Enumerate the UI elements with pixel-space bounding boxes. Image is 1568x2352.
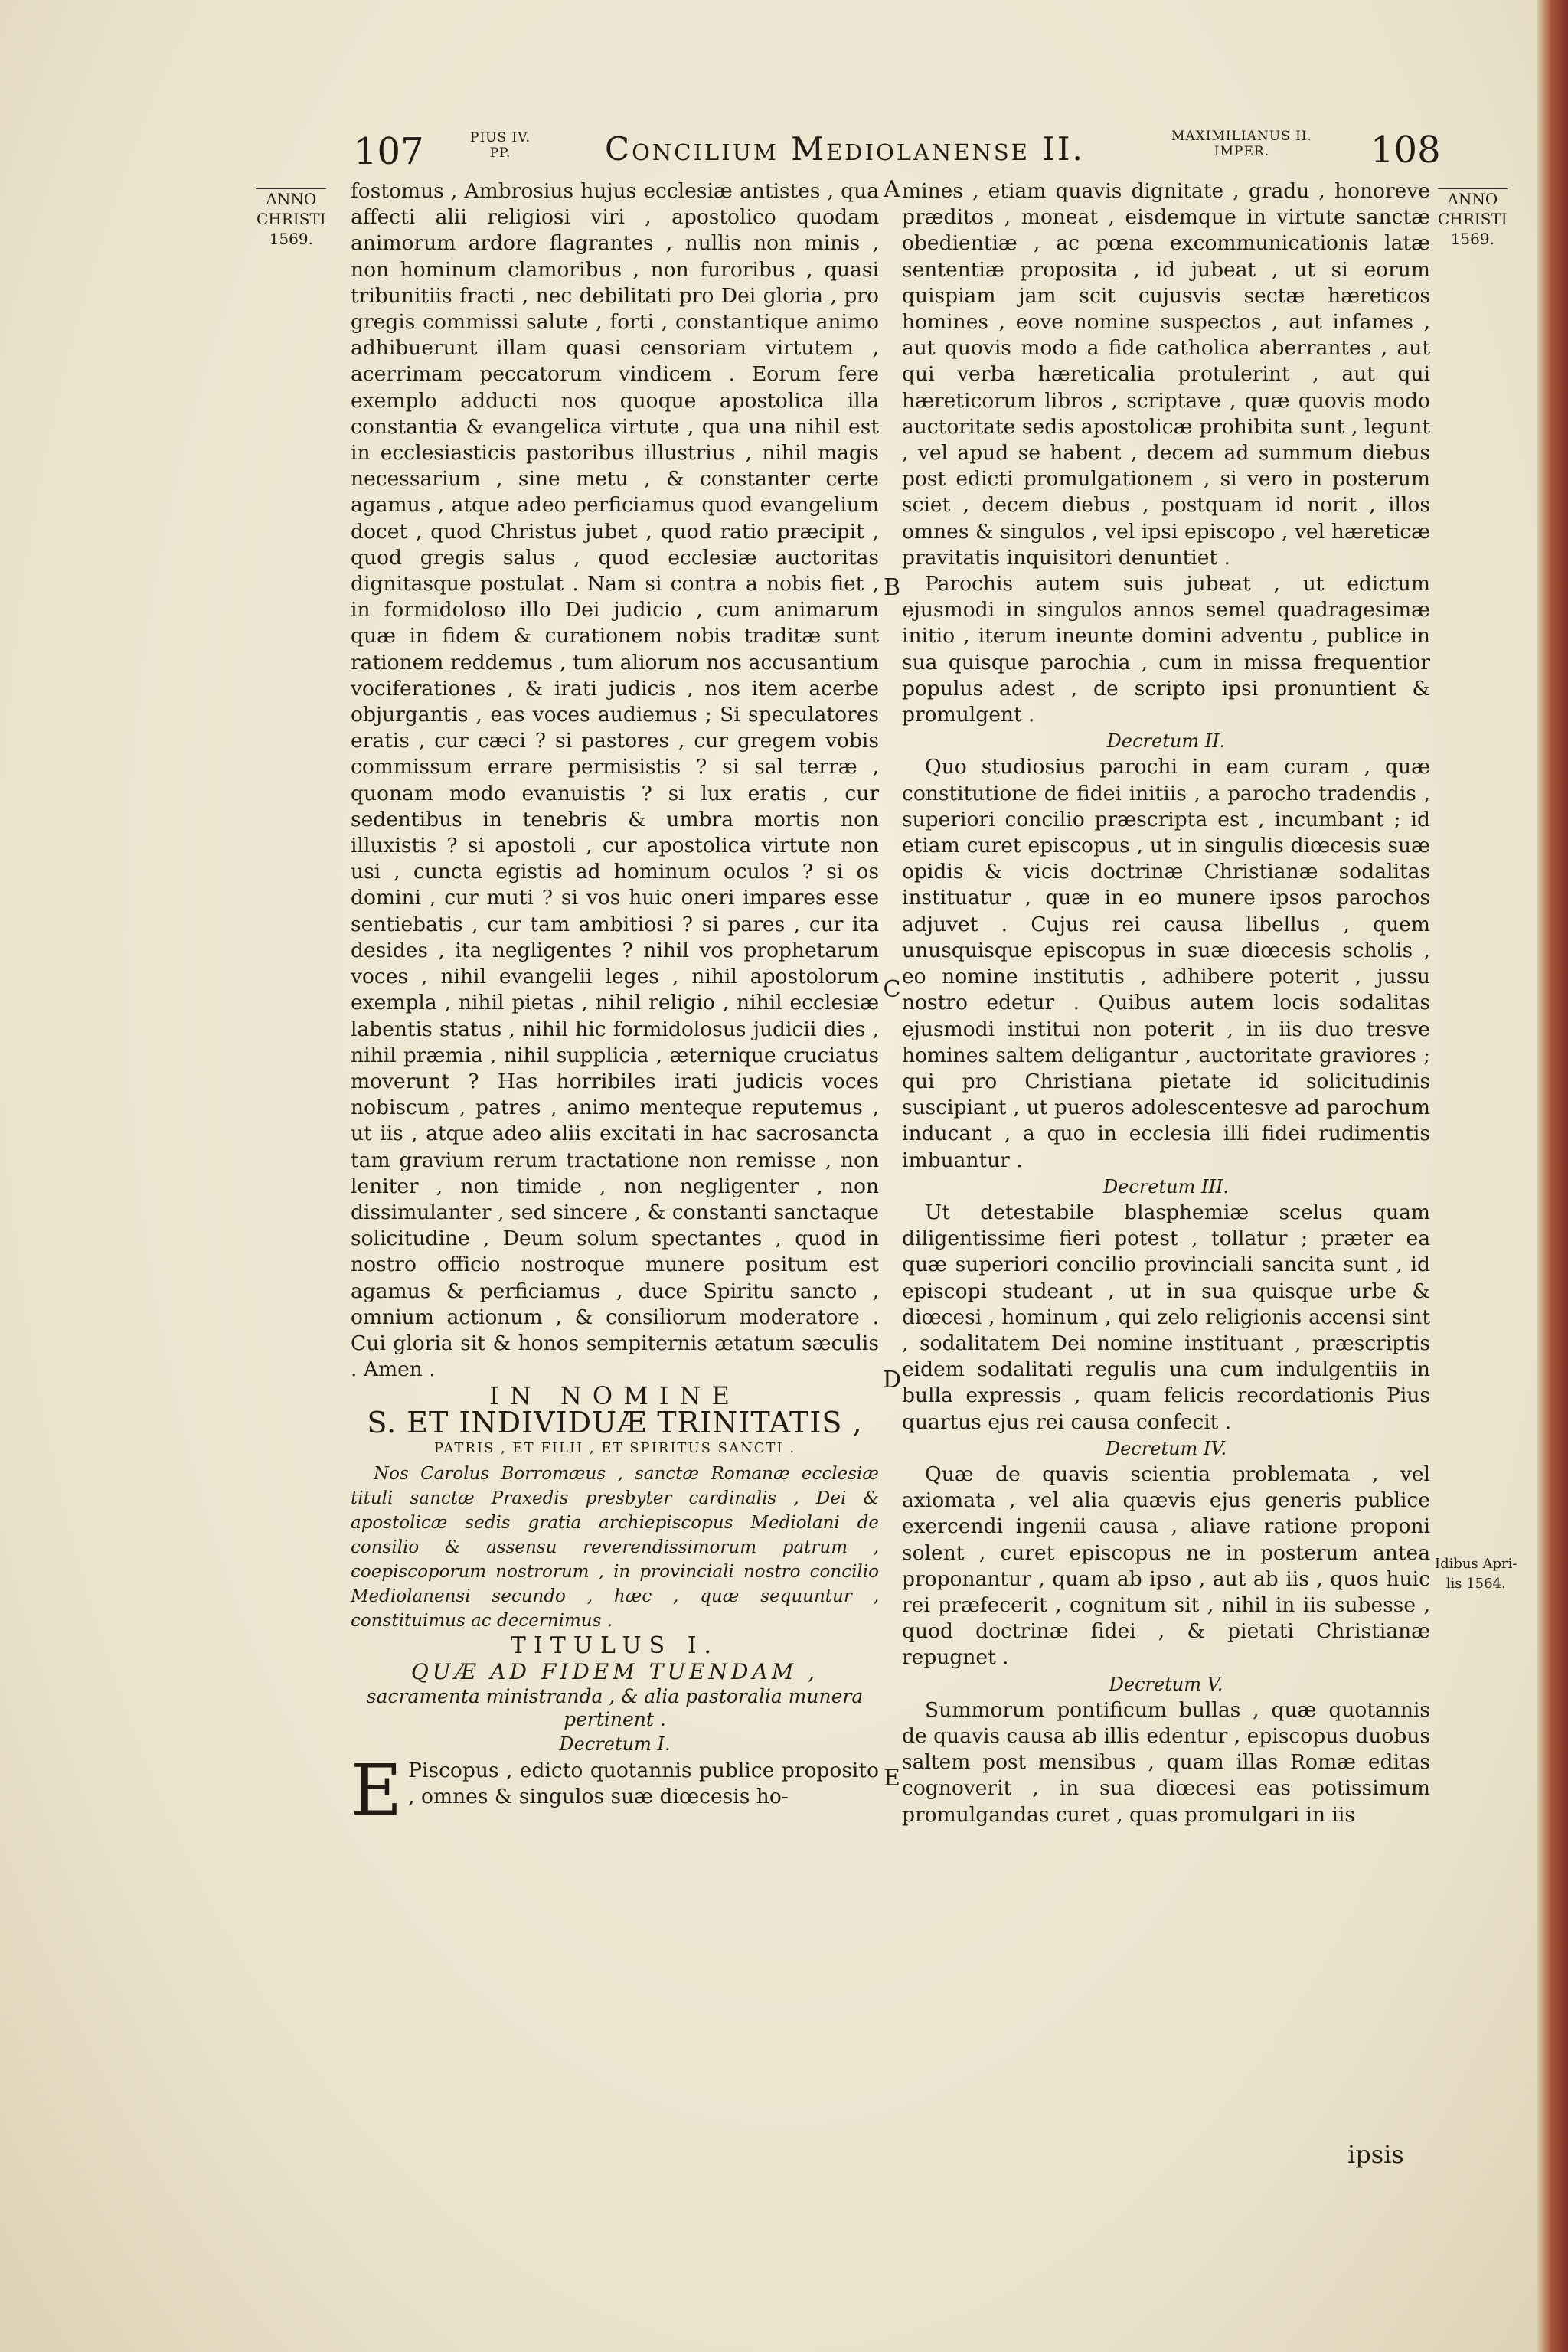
page-number-right: 108: [1370, 129, 1441, 172]
pope-label-line1: PIUS IV.: [470, 130, 531, 145]
decretum-1-body: Piscopus , edicto quotannis publice proposito , omnes & singulos suæ diœcesis ho-: [408, 1758, 879, 1808]
drop-cap: E: [351, 1749, 403, 1831]
margin-anno-text: ANNO: [1438, 188, 1508, 209]
heading-quae: QUÆ AD FIDEM TUENDAM ,: [410, 1659, 819, 1685]
running-title: Concilium Mediolanense II.: [605, 130, 1085, 168]
right-paragraph-2: Parochis autem suis jubeat , ut edictum ejusmodi in singulos annos semel quadragesimæ initio , iterum ineunte domini adventu , publice in sua quisque parochia , cum in missa frequentior populus adest , de scripto ipsi pronuntient & promulgent .: [902, 572, 1430, 727]
heading-in-nomine: IN NOMINE: [489, 1381, 740, 1411]
decretum-2-text: Quo studiosius parochi in eam curam , quæ constitutione de fidei initiis , a parocho tradendis , superiori concilio præscripta est , incumbant ; id etiam curet episcopus , ut in singulis diœcesis suæ opidis & vicis doctrinæ Christianæ sodalitas instituatur , quæ in eo munere ipsos parochos adjuvet . Cujus rei causa libellus , quem unusquisque episcopus in suæ diœcesis scholis , eo nomine institutis , adhibere poterit , jussu nostro edetur . Quibus autem locis sodalitas ejusmodi institui non poterit , in iis duo tresve homines saltem deligantur , auctoritate graviores ; qui pro Christiana pietate id solicitudinis suscipiant , ut pueros adolescentesve ad parochum inducant , a quo in ecclesia illi fidei rudimentis imbuantur .: [902, 755, 1430, 1172]
margin-year-text: 1569.: [269, 230, 313, 248]
section-letter-b: B: [883, 574, 901, 601]
margin-note-line1: Idibus Apri-: [1435, 1556, 1517, 1572]
heading-trinitatis: S. ET INDIVIDUÆ TRINITATIS ,: [367, 1405, 863, 1439]
right-column: [902, 178, 1430, 1828]
heading-sacramenta: sacramenta ministranda , & alia pastoralia munera pertinent .: [366, 1685, 864, 1731]
heading-titulus: TITULUS I.: [510, 1632, 720, 1659]
emperor-label-line1: MAXIMILIANUS II.: [1171, 129, 1312, 144]
section-letter-e: E: [884, 1765, 900, 1792]
decretum-heading-3: Decretum III.: [1102, 1175, 1230, 1197]
decree-preamble: Nos Carolus Borromæus , sanctæ Romanæ ecclesiæ tituli sanctæ Praxedis presbyter cardinalis , Dei & apostolicæ sedis gratia archiepiscopus Mediolani de consilio & assensu reverendissimorum patrum , coepiscoporum nostrorum , in provinciali nostro concilio Mediolanensi secundo , hæc , quæ sequuntur , constituimus ac decernimus .: [351, 1463, 879, 1631]
section-letter-d: D: [882, 1367, 902, 1393]
decretum-heading-1: Decretum I.: [559, 1733, 671, 1756]
pope-label-line2: PP.: [489, 145, 511, 161]
page-number-left: 107: [354, 130, 424, 173]
section-letter-c: C: [883, 976, 901, 1003]
decretum-1-text: [351, 1749, 879, 1831]
pope-label: [470, 130, 531, 161]
left-paragraph-1: fostomus , Ambrosius hujus ecclesiæ antistes , qua affecti alii religiosi viri , apostolico quodam animorum ardore flagrantes , nullis non minis , non hominum clamoribus , non furoribus , quasi tribunitiis fracti , nec debilitati pro Dei gloria , pro gregis commissi salute , forti , constantique animo adhibuerunt illam quasi censoriam virtutem , acerrimam peccatorum vindicem . Eorum fere exemplo adducti nos quoque apostolica illa constantia & evangelica virtute , qua una nihil est in ecclesiasticis pastoribus illustrius , nihil magis necessarium , sine metu , & constanter certe agamus , atque adeo perficiamus quod evangelium docet , quod Christus jubet , quod ratio præcipit , quod gregis salus , quod ecclesiæ auctoritas dignitasque postulat . Nam si contra a nobis fiet , in formidoloso illo Dei judicio , cum animarum quæ in fidem & curationem nobis traditæ sunt rationem reddemus , tum aliorum nos accusantium vociferationes , & irati judicis , nos item acerbe objurgantis , eas voces audiemus ; Si speculatores eratis , cur cæci ? si pastores , cur gregem vobis commissum errare permisistis ? si sal terræ , quonam modo evanuistis ? si lux eratis , cur sedentibus in tenebris & umbra mortis non illuxistis ? si apostoli , cur apostolica virtute non usi , cuncta egistis ad hominum oculos ? si os domini , cur muti ? si vos huic oneri impares esse sentiebatis , cur tam ambitiosi ? si pares , cur ita desides , ita negligentes ? nihil vos prophetarum voces , nihil evangelii leges , nihil apostolorum exempla , nihil pietas , nihil religio , nihil ecclesiæ labentis status , nihil hic formidolosus judicii dies , nihil præmia , nihil supplicia , æternique cruciatus moverunt ? Has horribiles irati judicis voces nobiscum , patres , animo menteque reputemus , ut iis , atque adeo aliis excitati in hac sacrosancta tam gravium rerum tractatione non remisse , non leniter , non timide , non negligenter , non dissimulanter , sed sincere , & constanti sanctaque solicitudine , Deum solum spectantes , quod in nostro officio nostroque munere positum est agamus & perficiamus , duce Spiritu sancto , omnium actionum , & consiliorum moderatore . Cui gloria sit & honos sempiternis ætatum sæculis . Amen .: [351, 179, 879, 1382]
margin-anno-left: [256, 188, 326, 249]
catchword: ipsis: [1348, 2140, 1404, 2169]
running-header: [0, 122, 1568, 176]
decretum-3-text: Ut detestabile blasphemiæ scelus quam diligentissime fieri potest , tollatur ; præter ea quæ superiori concilio provinciali sancita sunt , id episcopi studeant , ut in sua quisque urbe & diœcesi , hominum , qui zelo religionis accensi sint , sodalitatem Dei nomine instituant , præscriptis eidem sodalitati regulis una cum indulgentiis in bulla expressis , quam felicis recordationis Pius quartus ejus rei causa confecit .: [902, 1200, 1430, 1434]
left-column: [351, 178, 879, 1831]
decretum-heading-4: Decretum IV.: [1105, 1437, 1227, 1459]
margin-note-idibus: [1435, 1554, 1517, 1594]
decretum-5-text: Summorum pontificum bullas , quæ quotannis de quavis causa ab illis edentur , episcopus duobus saltem post mensibus , quam illas Romæ editas cognoverit , in sua diœcesi eas potissimum promulgandas curet , quas promulgari in iis: [902, 1697, 1430, 1827]
margin-anno-right: [1438, 188, 1508, 249]
margin-christi-text: CHRISTI: [256, 210, 326, 228]
heading-patris: PATRIS , ET FILII , ET SPIRITUS SANCTI .: [433, 1439, 796, 1456]
margin-anno-text: ANNO: [256, 188, 326, 209]
right-paragraph-1: mines , etiam quavis dignitate , gradu , honoreve præditos , moneat , eisdemque in virtute sanctæ obedientiæ , ac pœna excommunicationis latæ sententiæ proposita , id jubeat , ut si eorum quispiam jam scit cujusvis sectæ hæreticos homines , eove nomine suspectos , aut infames , aut quovis modo a fide catholica aberrantes , aut qui verba hæreticalia protulerint , aut qui hæreticorum libros , scriptave , quæ quovis modo auctoritate sedis apostolicæ prohibita sunt , legunt , vel apud se habent , decem ad summum diebus post edicti promulgationem , si vero in posterum sciet , decem diebus , postquam id norit , illos omnes & singulos , vel ipsi episcopo , vel hæreticæ pravitatis inquisitori denuntiet .: [902, 179, 1430, 570]
margin-year-text: 1569.: [1450, 230, 1494, 248]
margin-note-line2: lis 1564.: [1446, 1576, 1506, 1592]
emperor-label: [1171, 129, 1312, 159]
section-letter-a: A: [884, 176, 900, 203]
decretum-heading-5: Decretum V.: [1109, 1673, 1223, 1695]
decretum-heading-2: Decretum II.: [1106, 730, 1226, 753]
margin-christi-text: CHRISTI: [1438, 210, 1508, 228]
decretum-4-text: Quæ de quavis scientia problemata , vel axiomata , vel alia quævis ejus generis publice exercendi ingenii causa , aliave ratione proponi solent , curet episcopus ne in posterum antea proponantur , quam ab ipso , aut ab iis , quos huic rei præfecerit , cognitum sit , nihil in iis subesse , quod doctrinæ fidei , & pietati Christianæ repugnet .: [902, 1462, 1430, 1670]
emperor-label-line2: IMPER.: [1214, 144, 1270, 159]
adjacent-page-edge: [1537, 0, 1568, 2352]
